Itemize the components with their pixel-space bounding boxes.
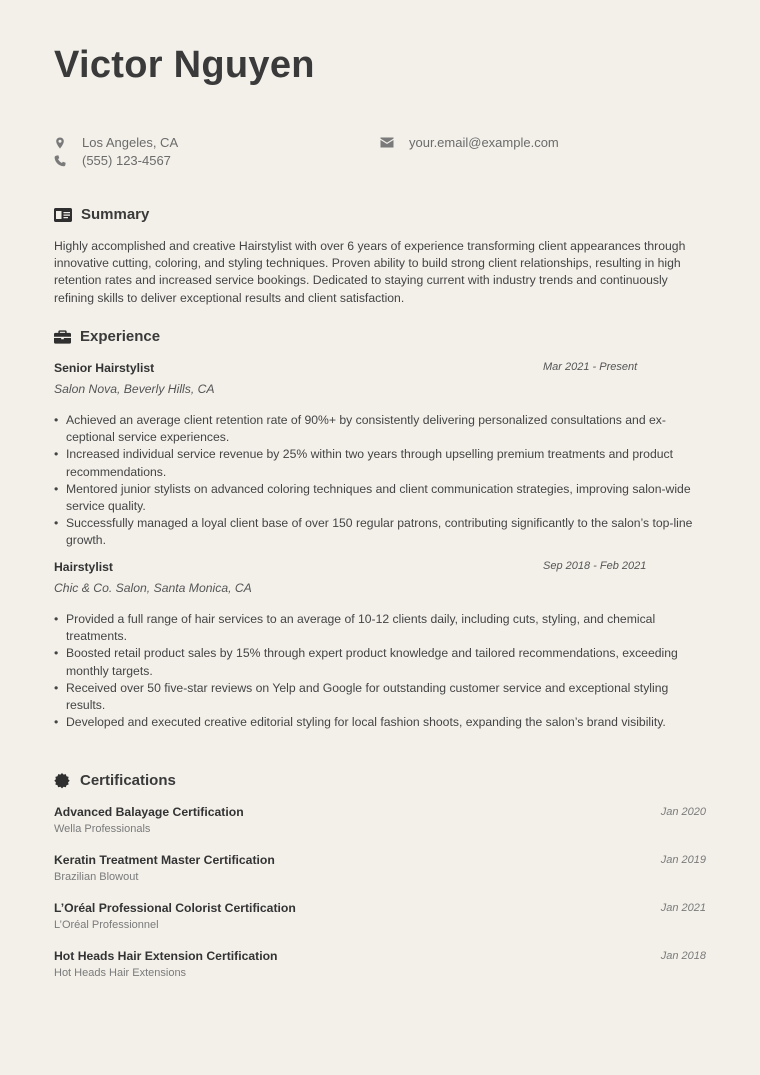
cert-date: Jan 2018 — [660, 950, 706, 962]
cert-date: Jan 2021 — [660, 902, 706, 914]
cert-org: Brazilian Blowout — [54, 871, 139, 883]
map-pin-icon — [54, 137, 66, 149]
summary-text: Highly accomplished and creative Hairstylist with over 6 years of experience transforming client appearances through innovative cutting, coloring, and styling techniques. Proven ability to build strong client relationships, resulting in high retention rates and increased service bookings. Dedicated to staying current with industry trends and continuously refining skills to deliver exceptional results and client satisfaction. — [54, 239, 686, 305]
list-item: • Developed and executed creative editorial styling for local fashion shoots, expanding the salon’s brand visibility. — [54, 714, 706, 731]
cert-title: L’Oréal Professional Colorist Certification — [54, 901, 296, 915]
envelope-icon — [380, 137, 394, 148]
phone-text: (555) 123-4567 — [82, 153, 171, 168]
candidate-name: Victor Nguyen — [54, 44, 315, 86]
location-text: Los Angeles, CA — [82, 135, 179, 150]
cert-title: Keratin Treatment Master Certification — [54, 853, 275, 867]
summary-heading: Summary — [54, 206, 149, 223]
list-item: • Mentored junior stylists on advanced coloring techniques and client communication strategies, improving salon-wide service quality. — [54, 481, 706, 515]
cert-date: Jan 2020 — [660, 806, 706, 818]
contact-email — [380, 135, 559, 150]
list-item: • Achieved an average client retention rate of 90%+ by consistently delivering personalized consultations and exceptional service experiences. — [54, 412, 706, 446]
list-item: • Received over 50 five-star reviews on Yelp and Google for outstanding customer service and exceptional styling results. — [54, 680, 706, 714]
job-bullets — [54, 412, 706, 550]
job-bullets — [54, 611, 706, 731]
cert-date: Jan 2019 — [660, 854, 706, 866]
list-item: • Increased individual service revenue by 25% within two years through upselling premium treatments and product recommendations. — [54, 446, 706, 480]
email-link[interactable]: your.email@example.com — [409, 135, 559, 150]
contact-phone — [54, 153, 171, 168]
job-title: Hairstylist — [54, 560, 113, 574]
id-card-icon — [54, 208, 72, 222]
cert-title: Advanced Balayage Certification — [54, 805, 244, 819]
list-item: • Successfully managed a loyal client base of over 150 regular patrons, contributing significantly to the salon’s top-line growth. — [54, 515, 706, 549]
briefcase-icon — [54, 330, 71, 344]
job-title: Senior Hairstylist — [54, 361, 155, 375]
job-dates: Mar 2021 - Present — [543, 361, 638, 373]
job-company: Chic & Co. Salon, Santa Monica, CA — [54, 581, 252, 595]
cert-org: Wella Professionals — [54, 823, 151, 835]
experience-heading: Experience — [54, 328, 160, 345]
cert-org: Hot Heads Hair Extensions — [54, 967, 187, 979]
list-item: • Boosted retail product sales by 15% through expert product knowledge and tailored recommendations, exceeding monthly targets. — [54, 645, 706, 679]
contact-location — [54, 135, 178, 150]
job-dates: Sep 2018 - Feb 2021 — [543, 560, 647, 572]
list-item: • Provided a full range of hair services to an average of 10-12 clients daily, including cuts, styling, and chemical treatments. — [54, 611, 706, 645]
cert-org: L’Oréal Professionnel — [54, 919, 159, 931]
cert-title: Hot Heads Hair Extension Certification — [54, 949, 278, 963]
certifications-heading: Certifications — [54, 772, 176, 789]
phone-icon — [54, 155, 66, 167]
job-company: Salon Nova, Beverly Hills, CA — [54, 382, 215, 396]
badge-icon — [54, 773, 70, 789]
